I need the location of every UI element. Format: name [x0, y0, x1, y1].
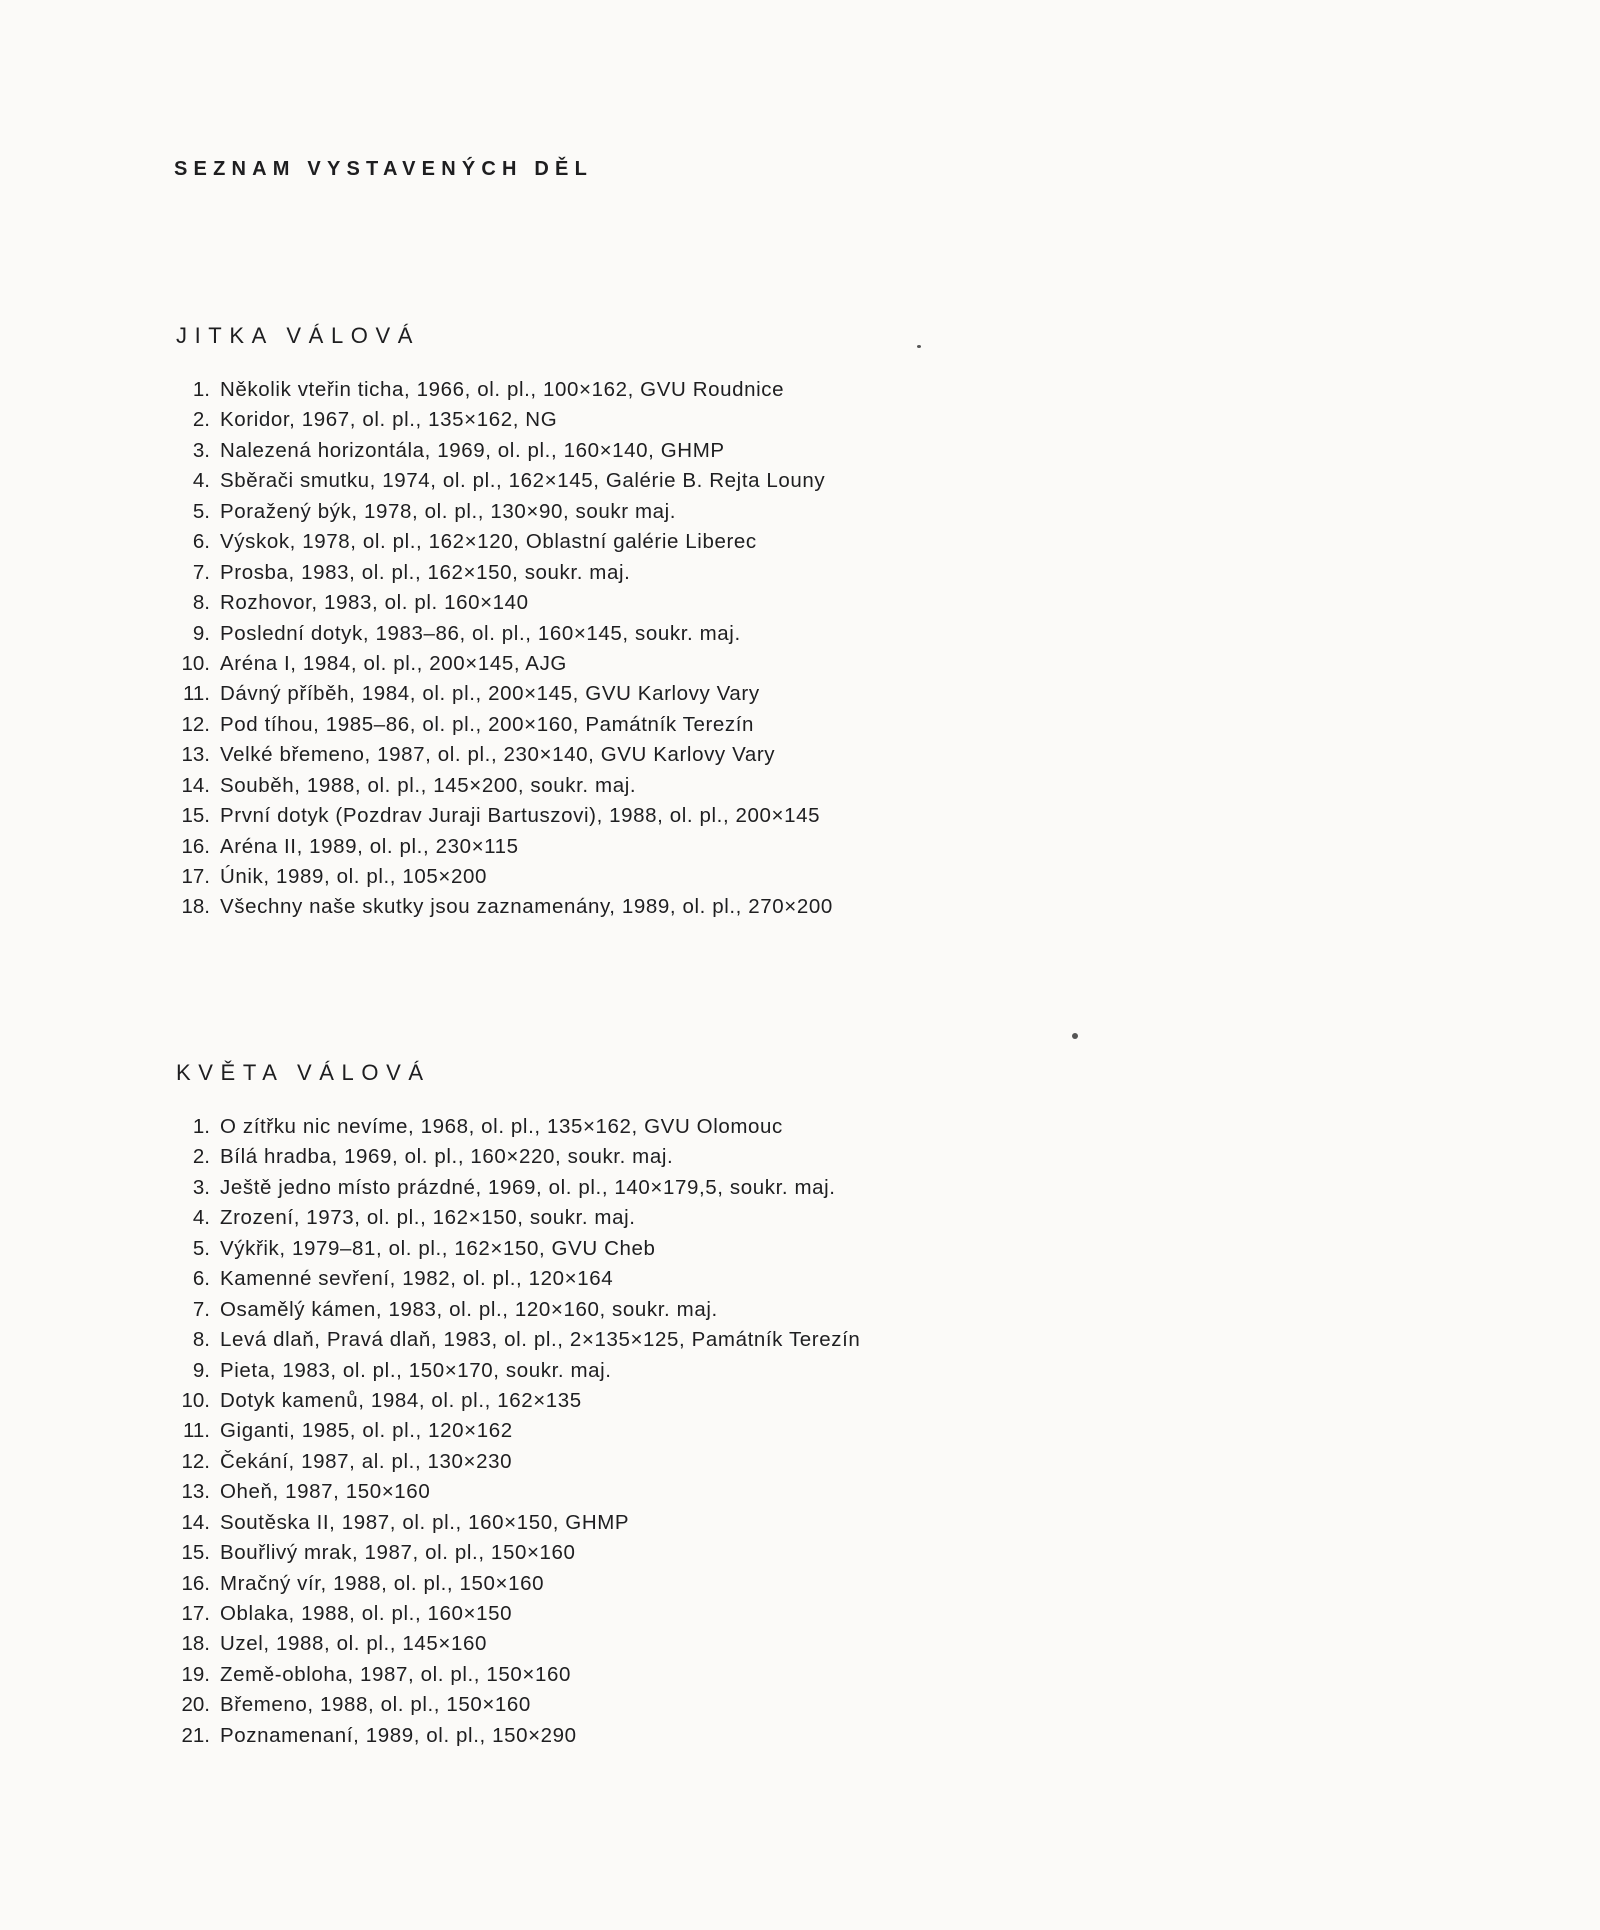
item-number: 12.: [181, 712, 210, 736]
item-number: 5.: [192, 499, 210, 523]
item-number: 1.: [192, 1115, 210, 1138]
list-item: [170, 740, 833, 770]
item-text: Velké břemeno, 1987, ol. pl., 230×140, GVU Karlovy Vary: [220, 743, 776, 767]
item-text: Oheň, 1987, 150×160: [220, 1480, 431, 1504]
list-item: [170, 1234, 860, 1264]
list-item: [170, 1538, 860, 1568]
list-item: [170, 710, 833, 740]
item-number: 16.: [181, 834, 210, 858]
works-list-jitka-valova: [170, 375, 833, 923]
item-number: 5.: [192, 1236, 210, 1260]
item-text: Několik vteřin ticha, 1966, ol. pl., 100×162, GVU Roudnice: [220, 378, 785, 401]
item-number: 11.: [183, 682, 210, 706]
item-text: Aréna I, 1984, ol. pl., 200×145, AJG: [220, 651, 567, 675]
item-text: Uzel, 1988, ol. pl., 145×160: [220, 1632, 487, 1656]
item-number: 8.: [192, 1328, 210, 1352]
item-text: Kamenné sevření, 1982, ol. pl., 120×164: [220, 1267, 614, 1291]
list-item: [170, 1295, 860, 1325]
item-number: 17.: [181, 865, 210, 888]
item-text: Výskok, 1978, ol. pl., 162×120, Oblastní galérie Liberec: [220, 530, 757, 554]
item-text: Sběrači smutku, 1974, ol. pl., 162×145, Galérie B. Rejta Louny: [220, 469, 826, 493]
list-item: [170, 588, 833, 618]
item-number: 7.: [192, 1297, 210, 1321]
list-item: [170, 375, 833, 405]
item-text: Koridor, 1967, ol. pl., 135×162, NG: [220, 408, 558, 432]
item-text: Všechny naše skutky jsou zaznamenány, 1989, ol. pl., 270×200: [220, 895, 833, 919]
item-number: 11.: [183, 1419, 210, 1443]
item-number: 15.: [181, 1541, 210, 1565]
item-text: Osamělý kámen, 1983, ol. pl., 120×160, soukr. maj.: [220, 1297, 718, 1321]
list-item: [170, 892, 833, 922]
item-number: 3.: [192, 1175, 210, 1199]
item-number: 4.: [192, 1206, 210, 1230]
item-number: 7.: [192, 560, 210, 584]
item-text: Nalezená horizontála, 1969, ol. pl., 160×140, GHMP: [220, 438, 725, 462]
list-item: [170, 466, 833, 496]
item-text: Země-obloha, 1987, ol. pl., 150×160: [220, 1662, 571, 1686]
item-number: 10.: [181, 1388, 210, 1412]
item-number: 2.: [192, 1145, 210, 1169]
list-item: [170, 1447, 860, 1477]
item-text: Čekání, 1987, al. pl., 130×230: [220, 1449, 513, 1473]
paper-speck: [1072, 1033, 1078, 1039]
item-text: Výkřik, 1979–81, ol. pl., 162×150, GVU Cheb: [220, 1236, 656, 1260]
item-text: Břemeno, 1988, ol. pl., 150×160: [220, 1693, 531, 1717]
item-text: Oblaka, 1988, ol. pl., 160×150: [220, 1602, 513, 1625]
item-number: 2.: [192, 408, 210, 432]
page-title: SEZNAM VYSTAVENÝCH DĚL: [174, 158, 594, 181]
list-item: [170, 1386, 860, 1416]
item-text: Dávný příběh, 1984, ol. pl., 200×145, GVU Karlovy Vary: [220, 682, 760, 706]
item-number: 13.: [181, 1480, 210, 1504]
item-text: Bílá hradba, 1969, ol. pl., 160×220, soukr. maj.: [220, 1145, 674, 1169]
item-text: Souběh, 1988, ol. pl., 145×200, soukr. maj.: [220, 773, 637, 797]
item-number: 9.: [192, 1358, 210, 1382]
item-text: Pieta, 1983, ol. pl., 150×170, soukr. maj.: [220, 1358, 612, 1382]
item-text: Rozhovor, 1983, ol. pl. 160×140: [220, 591, 529, 615]
list-item: [170, 527, 833, 557]
item-text: Dotyk kamenů, 1984, ol. pl., 162×135: [220, 1388, 582, 1412]
item-number: 4.: [192, 469, 210, 493]
item-number: 6.: [192, 1267, 210, 1291]
item-text: První dotyk (Pozdrav Juraji Bartuszovi), 1988, ol. pl., 200×145: [220, 804, 821, 828]
list-item: [170, 771, 833, 801]
item-text: Mračný vír, 1988, ol. pl., 150×160: [220, 1571, 545, 1595]
list-item: [170, 1629, 860, 1659]
list-item: [170, 1508, 860, 1538]
item-number: 18.: [181, 895, 210, 919]
item-text: Giganti, 1985, ol. pl., 120×162: [220, 1419, 513, 1443]
list-item: [170, 436, 833, 466]
list-item: [170, 1721, 860, 1751]
list-item: [170, 1477, 860, 1507]
item-number: 17.: [181, 1602, 210, 1625]
item-number: 9.: [192, 621, 210, 645]
section-heading-kveta-valova: KVĚTA VÁLOVÁ: [176, 1060, 431, 1086]
list-item: [170, 832, 833, 862]
item-number: 1.: [192, 378, 210, 401]
item-text: Poražený býk, 1978, ol. pl., 130×90, soukr maj.: [220, 499, 677, 523]
list-item: [170, 1203, 860, 1233]
item-number: 15.: [181, 804, 210, 828]
list-item: [170, 558, 833, 588]
item-text: Prosba, 1983, ol. pl., 162×150, soukr. maj.: [220, 560, 631, 584]
item-number: 12.: [181, 1449, 210, 1473]
list-item: [170, 405, 833, 435]
item-number: 14.: [181, 773, 210, 797]
item-number: 19.: [181, 1662, 210, 1686]
list-item: [170, 1112, 860, 1142]
item-text: Soutěska II, 1987, ol. pl., 160×150, GHMP: [220, 1510, 630, 1534]
item-number: 16.: [181, 1571, 210, 1595]
list-item: [170, 862, 833, 892]
list-item: [170, 497, 833, 527]
item-number: 13.: [181, 743, 210, 767]
list-item: [170, 801, 833, 831]
list-item: [170, 1599, 860, 1629]
item-text: O zítřku nic nevíme, 1968, ol. pl., 135×162, GVU Olomouc: [220, 1115, 783, 1138]
item-text: Levá dlaň, Pravá dlaň, 1983, ol. pl., 2×135×125, Památník Terezín: [220, 1328, 861, 1352]
item-text: Pod tíhou, 1985–86, ol. pl., 200×160, Památník Terezín: [220, 712, 755, 736]
item-number: 6.: [192, 530, 210, 554]
list-item: [170, 1660, 860, 1690]
item-text: Ještě jedno místo prázdné, 1969, ol. pl., 140×179,5, soukr. maj.: [220, 1175, 836, 1199]
list-item: [170, 1325, 860, 1355]
item-text: Bouřlivý mrak, 1987, ol. pl., 150×160: [220, 1541, 576, 1565]
item-text: Únik, 1989, ol. pl., 105×200: [220, 865, 487, 888]
item-number: 3.: [192, 438, 210, 462]
list-item: [170, 679, 833, 709]
list-item: [170, 1416, 860, 1446]
item-text: Poslední dotyk, 1983–86, ol. pl., 160×145, soukr. maj.: [220, 621, 741, 645]
list-item: [170, 1569, 860, 1599]
list-item: [170, 1142, 860, 1172]
item-number: 21.: [181, 1723, 210, 1747]
list-item: [170, 1690, 860, 1720]
section-heading-jitka-valova: JITKA VÁLOVÁ: [176, 323, 421, 349]
item-text: Aréna II, 1989, ol. pl., 230×115: [220, 834, 519, 858]
item-number: 8.: [192, 591, 210, 615]
item-number: 10.: [181, 651, 210, 675]
item-text: Poznamenaní, 1989, ol. pl., 150×290: [220, 1723, 577, 1747]
list-item: [170, 1264, 860, 1294]
item-text: Zrození, 1973, ol. pl., 162×150, soukr. maj.: [220, 1206, 636, 1230]
item-number: 14.: [181, 1510, 210, 1534]
list-item: [170, 1173, 860, 1203]
item-number: 20.: [181, 1693, 210, 1717]
paper-speck: [917, 345, 921, 348]
item-number: 18.: [181, 1632, 210, 1656]
list-item: [170, 619, 833, 649]
works-list-kveta-valova: [170, 1112, 860, 1751]
list-item: [170, 649, 833, 679]
list-item: [170, 1356, 860, 1386]
